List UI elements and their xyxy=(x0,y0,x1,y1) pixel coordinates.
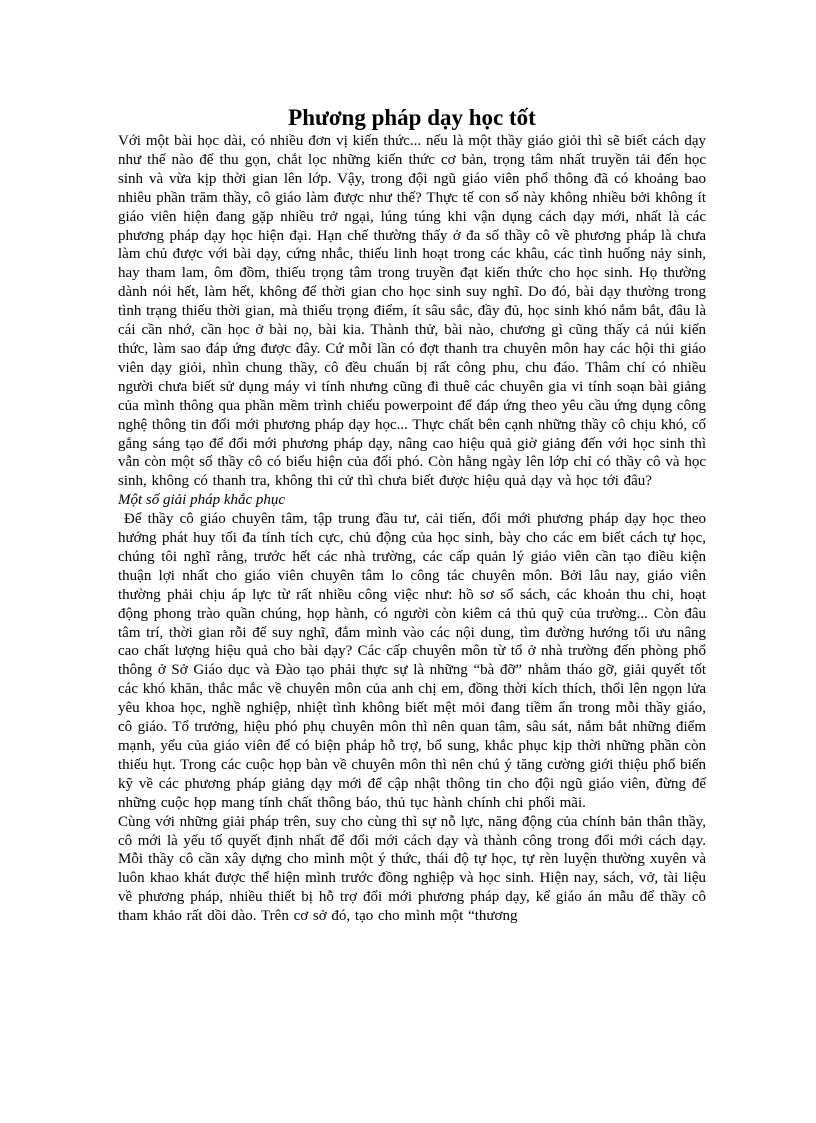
section-subheading: Một số giải pháp khắc phục xyxy=(118,492,286,509)
document-title: Phương pháp dạy học tốt xyxy=(288,105,536,130)
body-paragraph-2: Để thầy cô giáo chuyên tâm, tập trung đầu tư, cải tiến, đổi mới phương pháp dạy học theo hướng phát huy tối đa tính tích cực, chủ động của học sinh, bày cho các em biết cách tự học, chúng tôi nghĩ rằng, trước hết các nhà trường, các cấp quản lý giáo viên cần tạo điều kiện thuận lợi nhất cho giáo viên chuyên tâm lo công tác chuyên môn. Bởi lâu nay, giáo viên thường phải chịu áp lực từ rất nhiều công việc như: hồ sơ sổ sách, các khoản thu chi, hoạt động phong trào quần chúng, họp hành, có người còn kiêm cả thủ quỹ của trường... Còn đâu tâm trí, thời gian rỗi để suy nghĩ, đắm mình vào các nội dung, tìm đường hướng tối ưu nâng cao chất lượng hiệu quả cho bài dạy? Các cấp chuyên môn từ tổ ở nhà trường đến phòng phổ thông ở Sở Giáo dục và Đào tạo phải thực sự là những “bà đỡ” nhằm tháo gỡ, giải quyết tốt các khó khăn, thắc mắc về chuyên môn của anh chị em, đồng thời kích thích, thổi lên ngọn lửa yêu khoa học, nghề nghiệp, nhiệt tình không biết mệt mỏi đang tiềm ẩn trong mỗi thầy giáo, cô giáo. Tổ trưởng, hiệu phó phụ chuyên môn thì nên quan tâm, sâu sát, nắm bắt những điểm mạnh, yếu của giáo viên để có biện pháp hỗ trợ, bổ sung, khắc phục kịp thời những phần còn thiếu hụt. Trong các cuộc họp bàn về chuyên môn thì nên chú ý tăng cường giới thiệu phổ biến kỹ về các phương pháp giảng dạy mới để cập nhật thông tin cho đội ngũ giáo viên, đừng để những cuộc họp mang tính chất thông báo, thủ tục hành chính chi phối mãi. xyxy=(118,511,706,811)
body-paragraph-1: Với một bài học dài, có nhiều đơn vị kiến thức... nếu là một thầy giáo giỏi thì sẽ biết cách dạy như thế nào để thu gọn, chắt lọc những kiến thức cơ bản, trọng tâm nhất truyền tải đến học sinh và vừa kịp thời gian lên lớp. Vậy, trong đội ngũ giáo viên phổ thông đã có khoảng bao nhiêu phần trăm thầy, cô giáo làm được như thế? Thực tế con số này không nhiều bởi không ít giáo viên hiện đang gặp nhiều trở ngại, lúng túng khi vận dụng cách dạy mới, nhất là các phương pháp dạy học hiện đại. Hạn chế thường thấy ở đa số thầy cô về phương pháp là chưa làm chủ được với bài dạy, cứng nhắc, thiếu linh hoạt trong các khâu, các tình huống nảy sinh, hay tham lam, ôm đồm, thiếu trọng tâm trong truyền đạt kiến thức cho học sinh. Họ thường dành nói hết, làm hết, không để thời gian cho học sinh suy nghĩ. Do đó, bài dạy thường trong tình trạng thiếu thời gian, mà thiếu trọng điểm, ít sâu sắc, đầy đủ, học sinh khó nắm bắt, đâu là cái cần nhớ, cần học ở bài nọ, bài kia. Thành thử, bài nào, chương gì cũng thấy cả núi kiến thức, làm sao đáp ứng được đây. Cứ mỗi lần có đợt thanh tra chuyên môn hay các hội thi giáo viên dạy giỏi, nhìn chung thầy, cô đều chuẩn bị rất công phu, chu đáo. Thâm chí có nhiều người chưa biết sử dụng máy vi tính nhưng cũng đi thuê các chuyên gia vi tính soạn bài giảng của mình thông qua phần mềm trình chiếu powerpoint để đáp ứng theo yêu cầu ứng dụng công nghệ thông tin đổi mới phương pháp dạy học... Thực chất bên cạnh những thầy cô chịu khó, cố gắng sáng tạo để đổi mới phương pháp dạy, nâng cao hiệu quả giờ giảng đến với học sinh thì vẫn còn một số thầy cô có biểu hiện của đối phó. Còn hằng ngày lên lớp chỉ có thầy cô và học sinh, không có thanh tra, không thi cử thì chưa biết được hiệu quả dạy và học tới đâu? xyxy=(118,133,706,490)
document-page xyxy=(118,104,706,926)
body-paragraph-3: Cùng với những giải pháp trên, suy cho cùng thì sự nỗ lực, năng động của chính bản thân thầy, cô mới là yếu tố quyết định nhất để đổi mới cách dạy và thành công trong đổi mới cách dạy. Mỗi thầy cô cần xây dựng cho mình một ý thức, thái độ tự học, tự rèn luyện thường xuyên và luôn khao khát được thể hiện mình trước đồng nghiệp và học sinh. Hiện nay, sách, vở, tài liệu về phương pháp, nhiều thiết bị hỗ trợ đổi mới phương pháp dạy, kể giáo án mẫu để thầy cô tham khảo rất dồi dào. Trên cơ sở đó, tạo cho mình một “thương xyxy=(118,813,706,925)
